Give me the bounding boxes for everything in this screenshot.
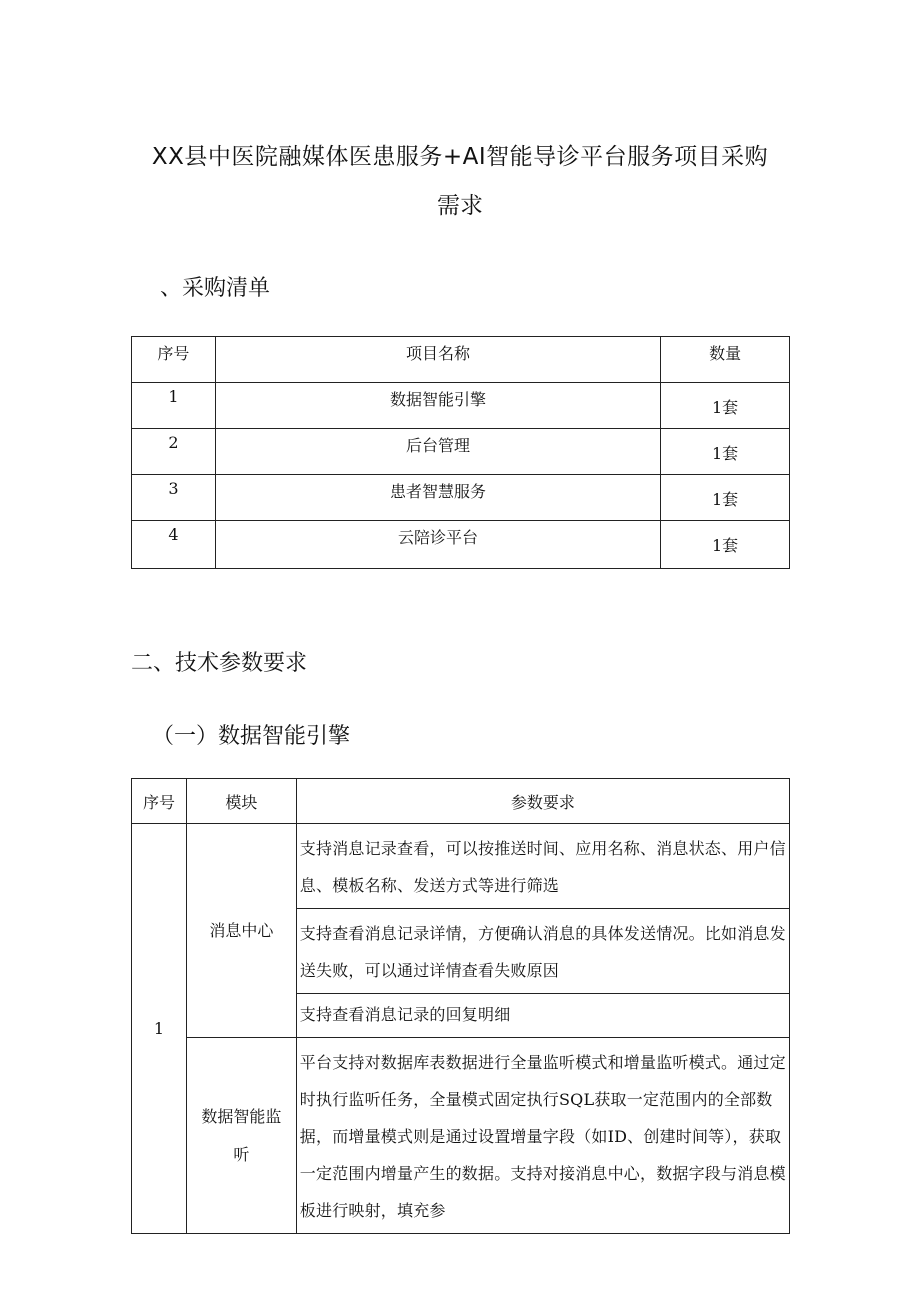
table-row: [132, 475, 790, 521]
row-name: 后台管理: [215, 429, 660, 475]
row-seq: 1: [132, 383, 216, 429]
header-seq: 序号: [132, 337, 216, 383]
table-header-row: [132, 337, 790, 383]
row-qty: 1套: [661, 383, 790, 429]
procurement-list-table: [131, 336, 790, 569]
requirement-text: 支持查看消息记录的回复明细: [296, 994, 789, 1038]
table-row: [132, 824, 790, 909]
table-header-row: [132, 779, 790, 824]
row-qty: 1套: [661, 429, 790, 475]
table-row: [132, 383, 790, 429]
table-row: [132, 429, 790, 475]
header-requirements: 参数要求: [296, 779, 789, 824]
row-qty: 1套: [661, 521, 790, 569]
row-seq: 4: [132, 521, 216, 569]
table-row: [132, 521, 790, 569]
row-name: 云陪诊平台: [215, 521, 660, 569]
subsection1-heading: （一）数据智能引擎: [152, 724, 351, 749]
requirement-text: 支持消息记录查看，可以按推送时间、应用名称、消息状态、用户信息、模板名称、发送方式等进行筛选: [296, 824, 789, 909]
module-message-center: 消息中心: [186, 824, 296, 1038]
section1-heading: 、采购清单: [160, 276, 271, 301]
engine-params-table: [131, 778, 790, 1234]
row-seq: 1: [132, 824, 187, 1234]
header-qty: 数量: [661, 337, 790, 383]
header-seq: 序号: [132, 779, 187, 824]
row-name: 患者智慧服务: [215, 475, 660, 521]
document-title-continued: 需求: [437, 193, 483, 219]
section2-heading: 二、技术参数要求: [131, 651, 308, 676]
row-qty: 1套: [661, 475, 790, 521]
requirement-text: 平台支持对数据库表数据进行全量监听模式和增量监听模式。通过定时执行监听任务，全量模式固定执行SQL获取一定范围内的全部数据，而增量模式则是通过设置增量字段（如ID、创建时间等），获取一定范围内增量产生的数据。支持对接消息中心，数据字段与消息模板进行映射，填充参: [296, 1038, 789, 1234]
module-data-listening: 数据智能监听: [186, 1038, 296, 1234]
requirement-text: 支持查看消息记录详情，方便确认消息的具体发送情况。比如消息发送失败，可以通过详情查看失败原因: [296, 909, 789, 994]
header-module: 模块: [186, 779, 296, 824]
header-name: 项目名称: [215, 337, 660, 383]
row-name: 数据智能引擎: [215, 383, 660, 429]
row-seq: 2: [132, 429, 216, 475]
row-seq: 3: [132, 475, 216, 521]
document-title: XX县中医院融媒体医患服务+AI智能导诊平台服务项目采购: [151, 144, 769, 170]
table-row: [132, 1038, 790, 1234]
